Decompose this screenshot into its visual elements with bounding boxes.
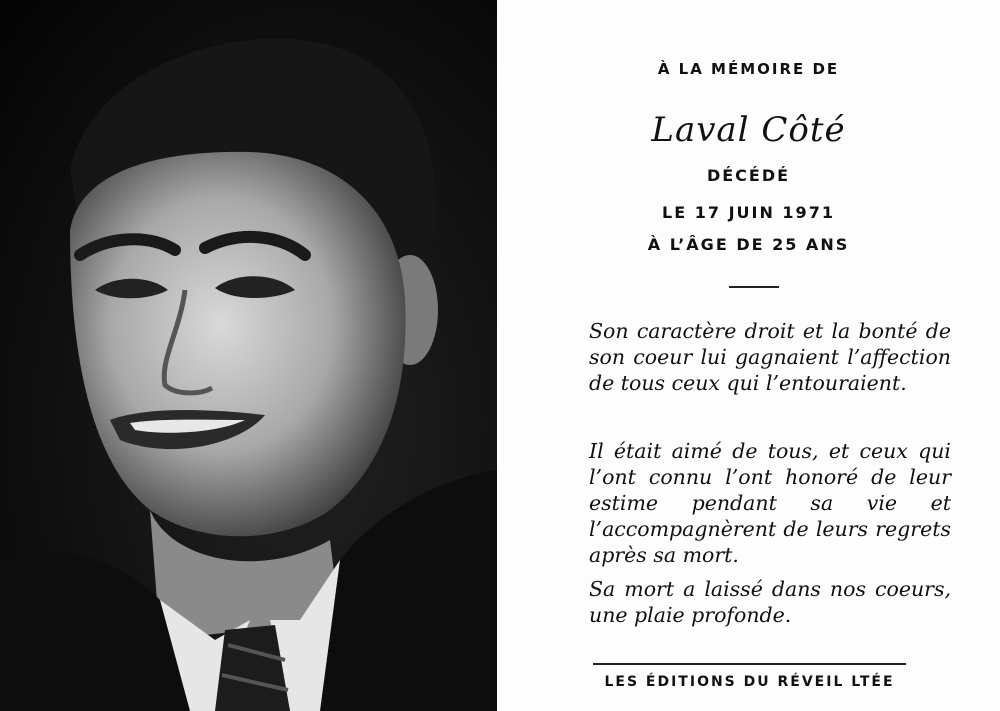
deceased-name: Laval Côté [651,110,846,150]
tribute-paragraph: Il était aimé de tous, et ceux qui l’ont connu l’ont honoré de leur estime pendant sa vie et l’accompagnèrent de leurs regrets après sa mort. [589,439,951,567]
tribute-paragraph: Son caractère droit et la bonté de son coeur lui gagnaient l’affection de tous ceux qui l’entouraient. [589,319,951,395]
portrait-photo [0,0,497,711]
publisher-name: LES ÉDITIONS DU RÉVEIL LTÉE [604,674,895,690]
deceased-label: DÉCÉDÉ [706,166,791,185]
divider [729,286,779,288]
footer-divider [593,663,906,665]
memorial-heading: À LA MÉMOIRE DE [657,60,840,78]
tribute-paragraph: Sa mort a laissé dans nos coeurs, une plaie profonde. [589,577,951,627]
memorial-text-panel [497,0,1000,711]
death-date: LE 17 JUIN 1971 [662,203,835,222]
age-at-death: À L’ÂGE DE 25 ANS [647,235,850,254]
